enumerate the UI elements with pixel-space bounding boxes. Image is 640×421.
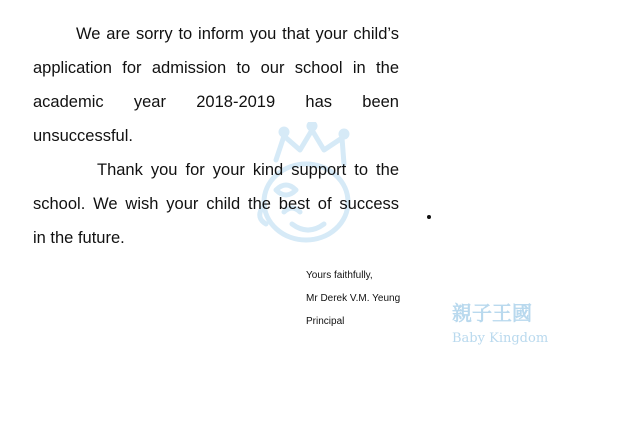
paragraph-thanks	[33, 153, 399, 255]
watermark-chinese-text: 親子王國	[452, 301, 532, 325]
signature-name: Mr Derek V.M. Yeung	[306, 293, 401, 304]
paragraph-1-line-1: We are sorry to inform you that your child’s	[76, 25, 399, 43]
paragraph-2-line-3: in the future.	[33, 229, 125, 247]
watermark-english-text: Baby Kingdom	[452, 331, 549, 346]
signature-block	[306, 264, 400, 333]
stray-dot	[427, 215, 431, 219]
paragraph-2-line-2: school. We wish your child the best of success	[33, 195, 399, 213]
letter-body	[33, 17, 399, 255]
paragraph-1-line-2: application for admission to our school in the	[33, 59, 399, 77]
signature-title: Principal	[306, 316, 345, 327]
paragraph-1-line-3: academic year 2018-2019 has been	[33, 93, 399, 111]
watermark-label	[452, 300, 612, 352]
paragraph-rejection	[33, 17, 399, 153]
paragraph-1-line-4: unsuccessful.	[33, 127, 133, 145]
paragraph-2-line-1: Thank you for your kind support to the	[97, 161, 399, 179]
signature-closing: Yours faithfully,	[306, 270, 373, 281]
